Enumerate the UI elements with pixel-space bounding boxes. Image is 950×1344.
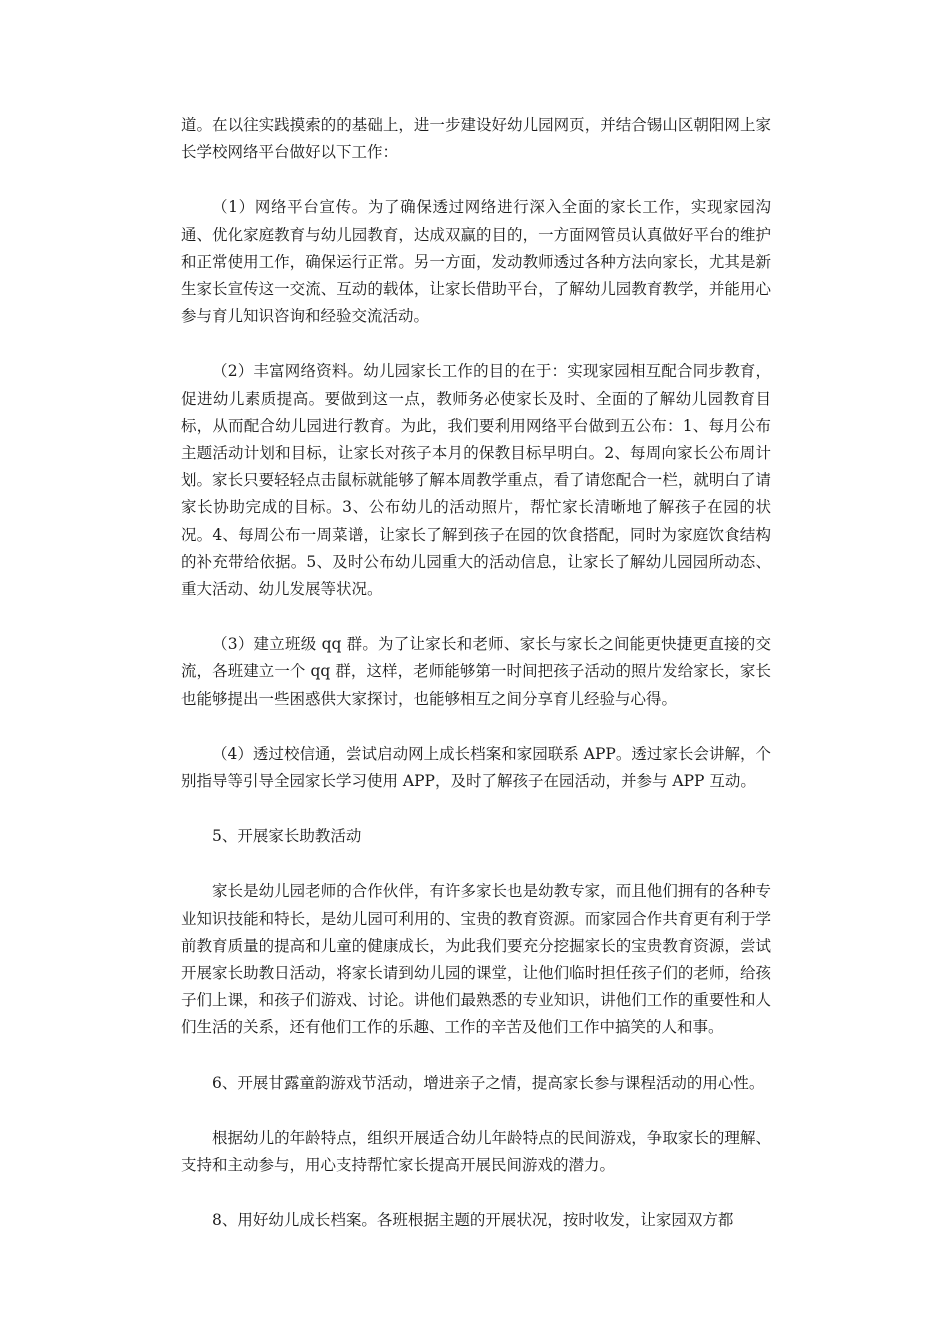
document-page <box>181 112 771 1263</box>
paragraph-folk-games: 根据幼儿的年龄特点，组织开展适合幼儿年龄特点的民间游戏，争取家长的理解、支持和主动参与，用心支持帮忙家长提高开展民间游戏的潜力。 <box>181 1128 771 1175</box>
paragraph-enrich-network-content: （2）丰富网络资料。幼儿园家长工作的目的在于：实现家园相互配合同步教育，促进幼儿素质提高。要做到这一点，教师务必使家长及时、全面的了解幼儿园教育目标，从而配合幼儿园进行教育。为此，我们要利用网络平台做到五公布：1、每月公布主题活动计划和目标，让家长对孩子本月的保教目标早明白。2、每周向家长公布周计划。家长只要轻轻点击鼠标就能够了解本周教学重点，看了请您配合一栏，就明白了请家长协助完成的目标。3、公布幼儿的活动照片，帮忙家长清晰地了解孩子在园的状况。4、每周公布一周菜谱，让家长了解到孩子在园的饮食搭配，同时为家庭饮食结构的补充带给依据。5、及时公布幼儿园重大的活动信息，让家长了解幼儿园园所动态、重大活动、幼儿发展等状况。 <box>181 362 771 599</box>
paragraph-network-promotion: （1）网络平台宣传。为了确保透过网络进行深入全面的家长工作，实现家园沟通、优化家庭教育与幼儿园教育，达成双赢的目的，一方面网管员认真做好平台的维护和正常使用工作，确保运行正常。另一方面，发动教师透过各种方法向家长，尤其是新生家长宣传这一交流、互动的载体，让家长借助平台，了解幼儿园教育教学，并能用心参与育儿知识咨询和经验交流活动。 <box>181 198 771 326</box>
paragraph-intro-continuation: 道。在以往实践摸索的的基础上，进一步建设好幼儿园网页，并结合锡山区朝阳网上家长学校网络平台做好以下工作： <box>181 116 771 162</box>
heading-growth-archive: 8、用好幼儿成长档案。各班根据主题的开展状况，按时收发，让家园双方都 <box>212 1211 734 1230</box>
heading-game-festival: 6、开展甘露童韵游戏节活动，增进亲子之情，提高家长参与课程活动的用心性。 <box>212 1073 765 1092</box>
heading-parent-assistant-teaching: 5、开展家长助教活动 <box>212 827 362 846</box>
paragraph-class-qq-group: （3）建立班级 qq 群。为了让家长和老师、家长与家长之间能更快捷更直接的交流，各班建立一个 qq 群，这样，老师能够第一时间把孩子活动的照片发给家长，家长也能够提出一些困惑供大家探讨，也能够相互之间分享育儿经验与心得。 <box>181 635 771 708</box>
paragraph-parent-partners: 家长是幼儿园老师的合作伙伴，有许多家长也是幼教专家，而且他们拥有的各种专业知识技能和特长，是幼儿园可利用的、宝贵的教育资源。而家园合作共育更有利于学前教育质量的提高和儿童的健康成长，为此我们要充分挖掘家长的宝贵教育资源，尝试开展家长助教日活动，将家长请到幼儿园的课堂，让他们临时担任孩子们的老师，给孩子们上课，和孩子们游戏、讨论。讲他们最熟悉的专业知识，讲他们工作的重要性和人们生活的关系，还有他们工作的乐趣、工作的辛苦及他们工作中搞笑的人和事。 <box>181 882 771 1037</box>
paragraph-school-message-app: （4）透过校信通，尝试启动网上成长档案和家园联系 APP。透过家长会讲解，个别指导等引导全园家长学习使用 APP，及时了解孩子在园活动，并参与 APP 互动。 <box>181 744 771 791</box>
